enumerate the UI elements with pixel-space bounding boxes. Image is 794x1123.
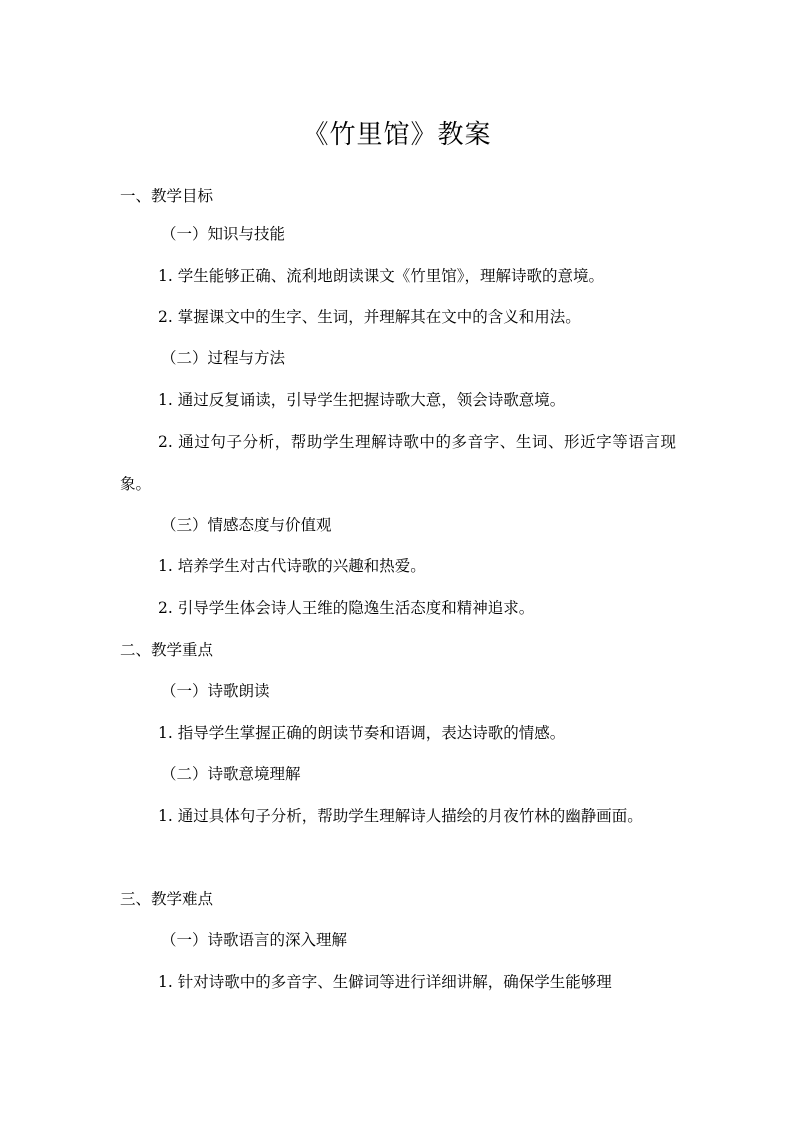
subsection-heading-emotions-values: （三）情感态度与价值观 [161, 516, 332, 534]
key-point-item: 1. 指导学生掌握正确的朗读节奏和语调，表达诗歌的情感。 [158, 724, 566, 742]
objective-item: 2. 引导学生体会诗人王维的隐逸生活态度和精神追求。 [158, 599, 535, 617]
objective-item: 2. 掌握课文中的生字、生词，并理解其在文中的含义和用法。 [158, 308, 581, 326]
subsection-heading-knowledge-skills: （一）知识与技能 [161, 225, 286, 243]
difficulty-item: 1. 针对诗歌中的多音字、生僻词等进行详细讲解，确保学生能够理 [158, 973, 612, 991]
subsection-heading-poem-reading: （一）诗歌朗读 [161, 682, 270, 700]
section-heading-difficulties: 三、教学难点 [120, 890, 214, 908]
objective-item: 1. 通过反复诵读，引导学生把握诗歌大意，领会诗歌意境。 [158, 391, 566, 409]
objective-item: 1. 学生能够正确、流利地朗读课文《竹里馆》，理解诗歌的意境。 [158, 267, 604, 285]
subsection-heading-imagery: （二）诗歌意境理解 [161, 765, 301, 783]
subsection-heading-language: （一）诗歌语言的深入理解 [161, 931, 348, 949]
section-heading-objectives: 一、教学目标 [120, 187, 214, 205]
subsection-heading-process-methods: （二）过程与方法 [161, 349, 286, 367]
section-heading-key-points: 二、教学重点 [120, 641, 214, 659]
key-point-item: 1. 通过具体句子分析，帮助学生理解诗人描绘的月夜竹林的幽静画面。 [158, 807, 643, 825]
objective-item: 2. 通过句子分析，帮助学生理解诗歌中的多音字、生词、形近字等语言现象。 [120, 433, 676, 493]
document-title: 《竹里馆》教案 [302, 120, 492, 150]
objective-item: 1. 培养学生对古代诗歌的兴趣和热爱。 [158, 557, 426, 575]
